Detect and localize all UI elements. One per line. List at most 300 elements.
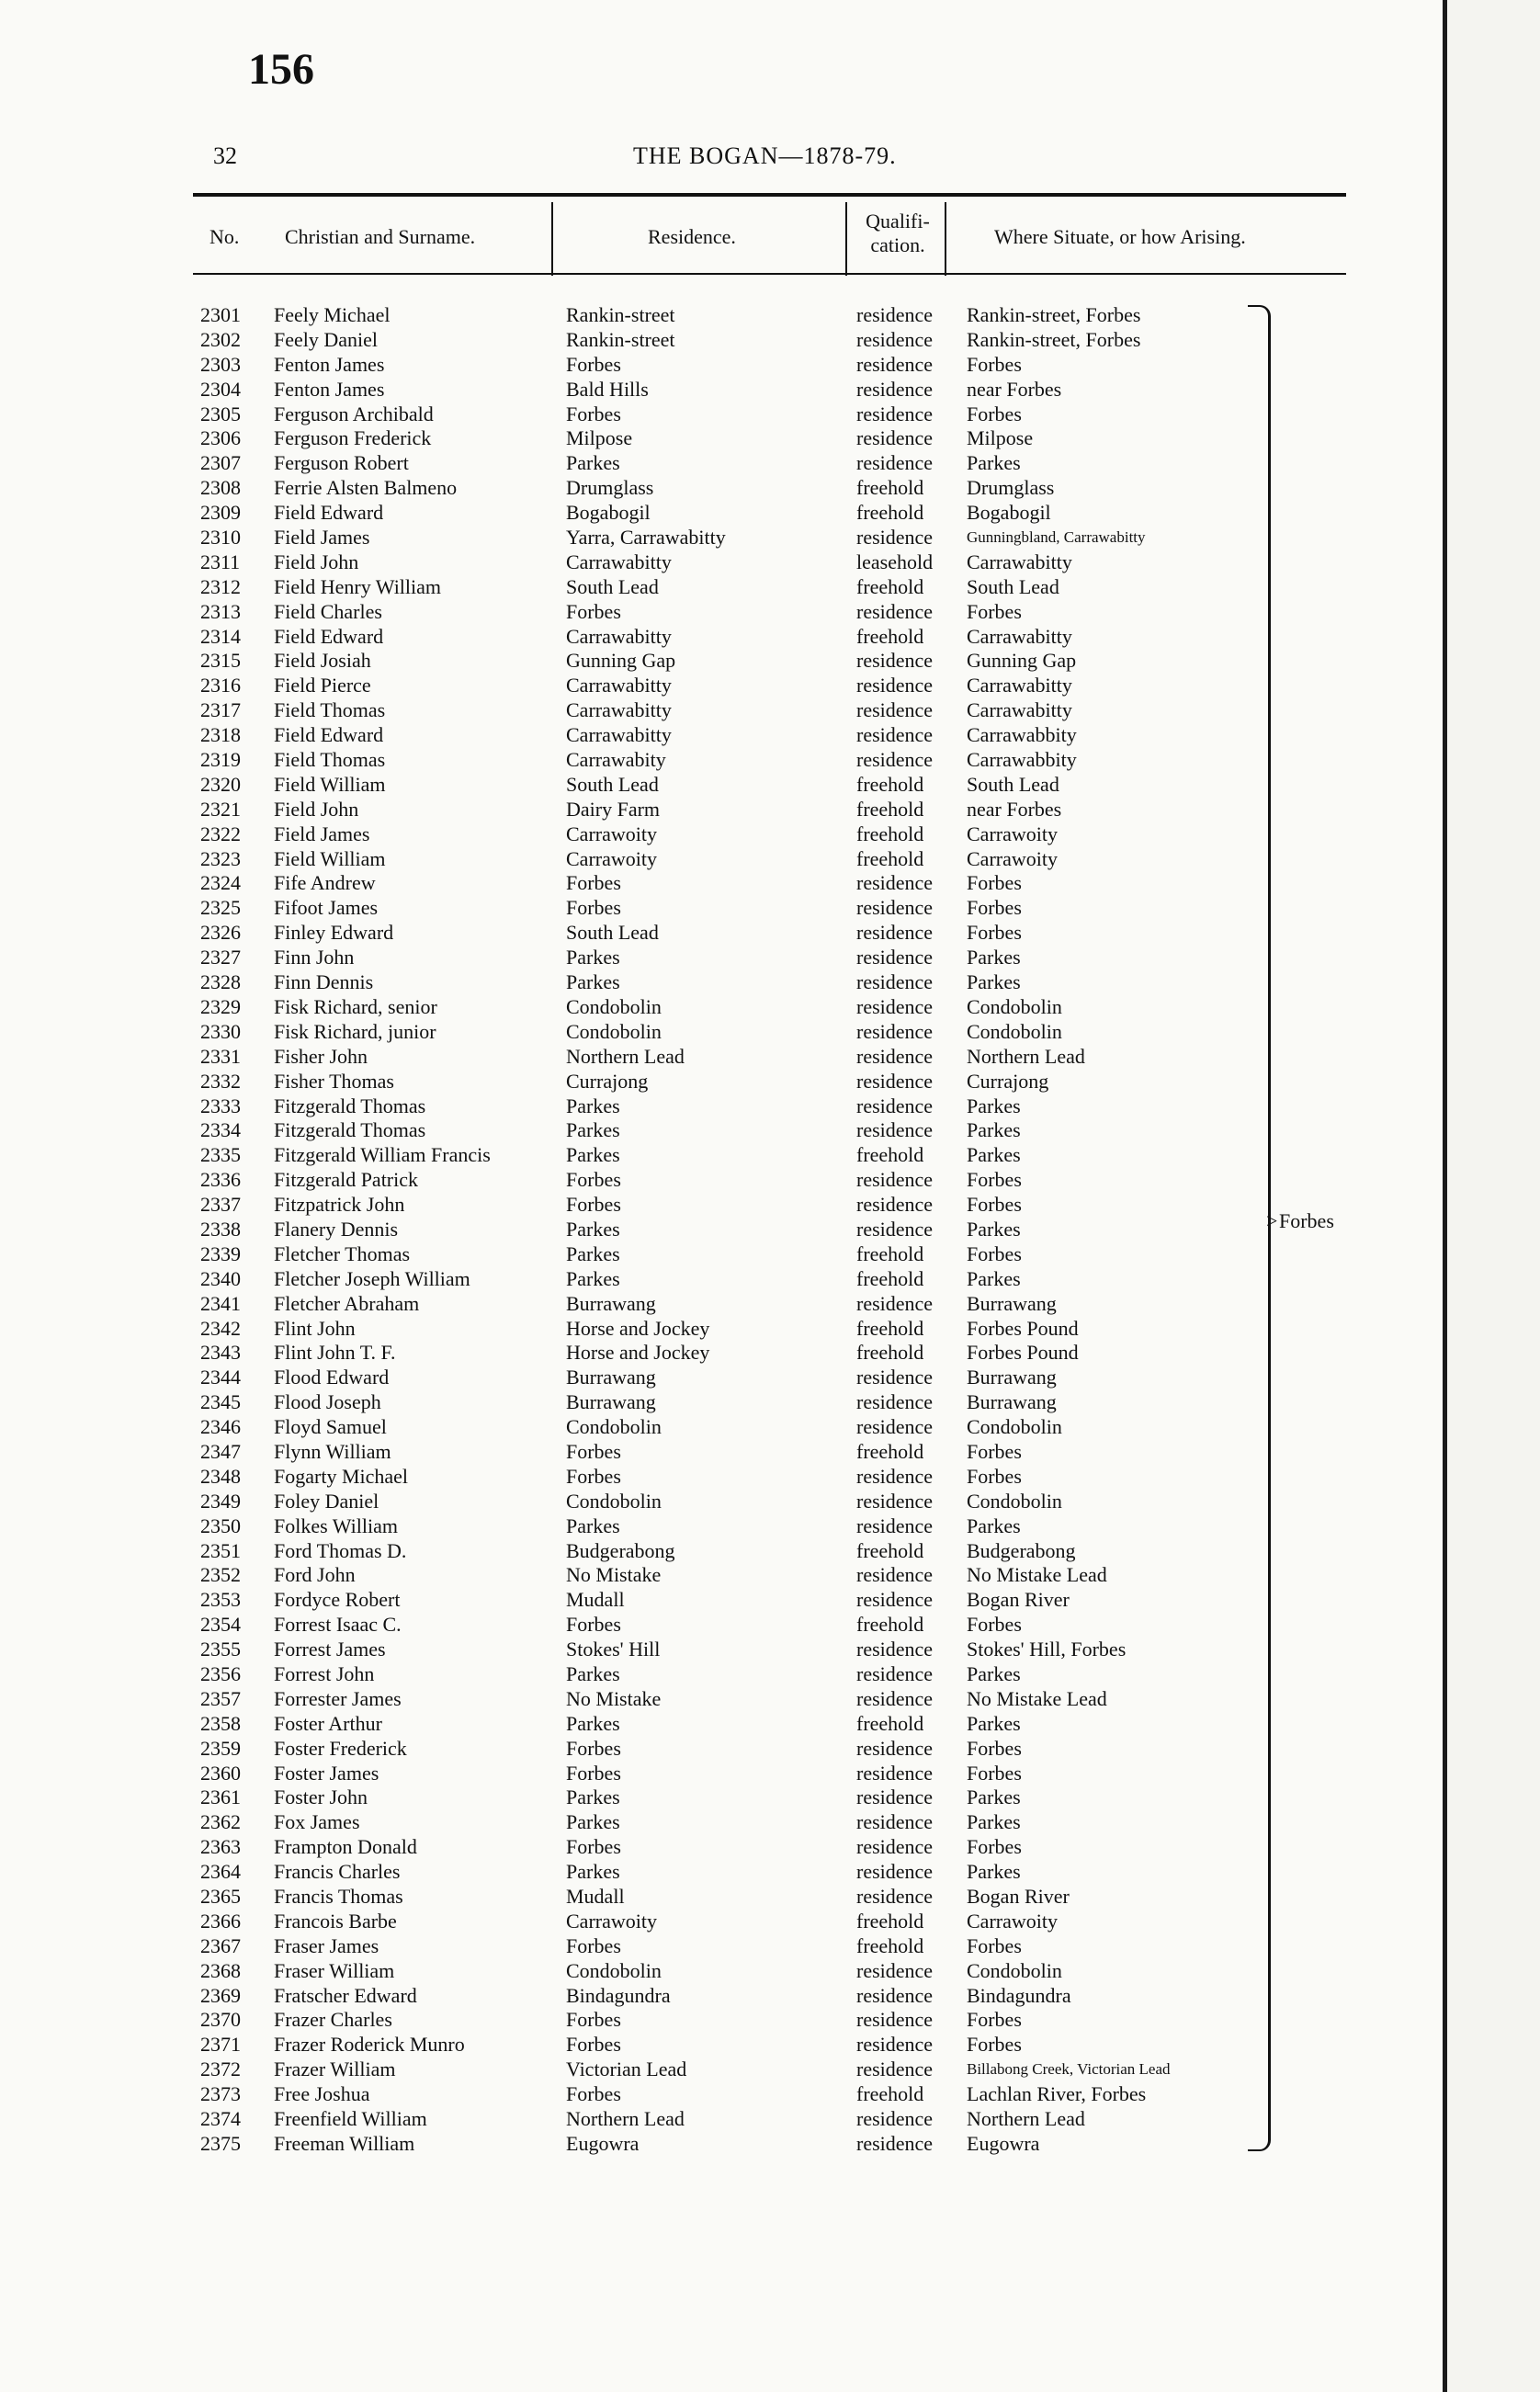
elector-residence: Parkes	[566, 1785, 620, 1809]
elector-where-situate: Bogan River	[967, 1885, 1070, 1908]
table-row	[0, 1465, 1443, 1490]
table-row	[0, 2082, 1443, 2107]
elector-where-situate: Forbes	[967, 1464, 1022, 1488]
elector-name: Forrest James	[274, 1638, 386, 1661]
elector-qualification: residence	[856, 402, 934, 425]
table-row	[0, 353, 1443, 378]
elector-name: Fisk Richard, senior	[274, 994, 437, 1018]
table-row	[0, 649, 1443, 674]
table-row	[0, 847, 1443, 872]
elector-number: 2370	[200, 2008, 241, 2032]
elector-name: Fisher Thomas	[274, 1069, 394, 1093]
elector-name: Finn Dennis	[274, 970, 374, 994]
elector-residence: Budgerabong	[566, 1538, 675, 1562]
elector-qualification: freehold	[856, 1316, 924, 1340]
elector-name: Field Thomas	[274, 748, 386, 772]
elector-where-situate: Parkes	[967, 1217, 1021, 1241]
elector-residence: Parkes	[566, 1661, 620, 1685]
elector-number: 2319	[200, 748, 241, 772]
table-row	[0, 2107, 1443, 2132]
table-row	[0, 451, 1443, 476]
elector-where-situate: Burrawang	[967, 1390, 1057, 1414]
elector-number: 2320	[200, 772, 241, 796]
elector-residence: Forbes	[566, 1835, 621, 1859]
elector-qualification: freehold	[856, 1266, 924, 1290]
elector-qualification: residence	[856, 1193, 934, 1217]
elector-where-situate: Forbes	[967, 1736, 1022, 1760]
elector-where-situate: Parkes	[967, 1118, 1021, 1142]
elector-residence: Dairy Farm	[566, 797, 661, 821]
elector-name: Frazer Roderick Munro	[274, 2033, 465, 2057]
table-row	[0, 822, 1443, 847]
elector-name: Fenton James	[274, 352, 385, 376]
elector-number: 2306	[200, 426, 241, 450]
elector-name: Forrest Isaac C.	[274, 1613, 402, 1637]
elector-where-situate: Forbes	[967, 2008, 1022, 2032]
elector-where-situate: Parkes	[967, 1094, 1021, 1117]
elector-where-situate: Forbes	[967, 599, 1022, 623]
elector-qualification: freehold	[856, 846, 924, 870]
elector-number: 2317	[200, 698, 241, 722]
table-row	[0, 674, 1443, 698]
elector-number: 2337	[200, 1193, 241, 1217]
elector-number: 2338	[200, 1217, 241, 1241]
elector-qualification: residence	[856, 1291, 934, 1315]
elector-where-situate: Parkes	[967, 1266, 1021, 1290]
table-row	[0, 2132, 1443, 2157]
elector-residence: Forbes	[566, 2033, 621, 2057]
elector-number: 2308	[200, 476, 241, 500]
elector-qualification: residence	[856, 2131, 934, 2155]
header-name: Christian and Surname.	[285, 225, 476, 248]
elector-residence: Condobolin	[566, 1019, 662, 1043]
elector-qualification: residence	[856, 1983, 934, 2007]
elector-name: Fordyce Robert	[274, 1588, 401, 1612]
elector-residence: Carrawabity	[566, 748, 666, 772]
table-row	[0, 970, 1443, 995]
elector-residence: Parkes	[566, 451, 620, 475]
table-row	[0, 303, 1443, 328]
elector-qualification: residence	[856, 1885, 934, 1908]
elector-where-situate: Condobolin	[967, 1489, 1062, 1513]
elector-where-situate: Gunning Gap	[967, 649, 1077, 673]
table-row	[0, 1959, 1443, 1984]
elector-number: 2309	[200, 501, 241, 525]
table-row	[0, 1118, 1443, 1143]
table-row	[0, 723, 1443, 748]
elector-residence: Carrawabitty	[566, 624, 672, 648]
elector-where-situate: Condobolin	[967, 1415, 1062, 1439]
elector-number: 2367	[200, 1933, 241, 1957]
elector-where-situate: Eugowra	[967, 2131, 1040, 2155]
table-row	[0, 1415, 1443, 1440]
elector-where-situate: Rankin-street, Forbes	[967, 303, 1141, 326]
elector-number: 2328	[200, 970, 241, 994]
elector-number: 2332	[200, 1069, 241, 1093]
table-row	[0, 526, 1443, 550]
elector-name: Ferguson Archibald	[274, 402, 434, 425]
elector-qualification: residence	[856, 1810, 934, 1834]
elector-where-situate: Parkes	[967, 1513, 1021, 1537]
table-row	[0, 871, 1443, 896]
elector-where-situate: Carrawabitty	[967, 550, 1072, 573]
elector-qualification: residence	[856, 1489, 934, 1513]
elector-residence: Parkes	[566, 1217, 620, 1241]
elector-where-situate: Carrawabitty	[967, 674, 1072, 697]
elector-name: Francis Thomas	[274, 1885, 403, 1908]
elector-name: Field William	[274, 846, 386, 870]
elector-where-situate: Forbes	[967, 402, 1022, 425]
elector-number: 2356	[200, 1661, 241, 1685]
elector-residence: Forbes	[566, 1193, 621, 1217]
table-row	[0, 921, 1443, 946]
elector-qualification: residence	[856, 970, 934, 994]
table-row	[0, 1218, 1443, 1242]
elector-residence: No Mistake	[566, 1563, 662, 1587]
elector-number: 2375	[200, 2131, 241, 2155]
elector-where-situate: Parkes	[967, 946, 1021, 969]
column-divider	[551, 202, 553, 276]
elector-name: Fraser James	[274, 1933, 379, 1957]
elector-name: Field William	[274, 772, 386, 796]
elector-number: 2344	[200, 1366, 241, 1389]
elector-name: Field James	[274, 526, 370, 550]
elector-name: Forrest John	[274, 1661, 375, 1685]
elector-name: Forrester James	[274, 1686, 402, 1710]
elector-residence: Bindagundra	[566, 1983, 671, 2007]
elector-number: 2312	[200, 574, 241, 598]
elector-number: 2345	[200, 1390, 241, 1414]
elector-residence: Forbes	[566, 896, 621, 920]
folio-number: 32	[213, 142, 237, 169]
elector-number: 2326	[200, 921, 241, 945]
elector-where-situate: Stokes' Hill, Forbes	[967, 1638, 1127, 1661]
table-row	[0, 1514, 1443, 1539]
table-row	[0, 1168, 1443, 1193]
elector-residence: Forbes	[566, 1736, 621, 1760]
elector-name: Fenton James	[274, 377, 385, 401]
elector-where-situate: Carrawabitty	[967, 624, 1072, 648]
elector-qualification: freehold	[856, 797, 924, 821]
elector-qualification: freehold	[856, 2082, 924, 2106]
elector-where-situate: Burrawang	[967, 1291, 1057, 1315]
elector-residence: Forbes	[566, 871, 621, 895]
table-row	[0, 1860, 1443, 1885]
elector-name: Ferrie Alsten Balmeno	[274, 476, 458, 500]
elector-residence: Parkes	[566, 1860, 620, 1884]
elector-name: Fletcher Abraham	[274, 1291, 420, 1315]
table-row	[0, 1712, 1443, 1737]
elector-qualification: residence	[856, 1761, 934, 1785]
elector-number: 2364	[200, 1860, 241, 1884]
elector-name: Fife Andrew	[274, 871, 376, 895]
table-row	[0, 1193, 1443, 1218]
table-row	[0, 550, 1443, 575]
elector-qualification: residence	[856, 2107, 934, 2131]
table-row	[0, 426, 1443, 451]
elector-where-situate: South Lead	[967, 772, 1059, 796]
elector-name: Fogarty Michael	[274, 1464, 409, 1488]
elector-qualification: residence	[856, 1513, 934, 1537]
elector-name: Field John	[274, 550, 359, 573]
elector-qualification: residence	[856, 1415, 934, 1439]
adjacent-page-edge	[1447, 0, 1540, 2392]
elector-number: 2372	[200, 2058, 241, 2081]
elector-qualification: residence	[856, 1019, 934, 1043]
elector-qualification: residence	[856, 2033, 934, 2057]
elector-qualification: freehold	[856, 822, 924, 845]
elector-qualification: freehold	[856, 772, 924, 796]
elector-number: 2369	[200, 1983, 241, 2007]
elector-residence: Northern Lead	[566, 2107, 685, 2131]
elector-residence: Parkes	[566, 970, 620, 994]
elector-residence: Rankin-street	[566, 327, 675, 351]
elector-number: 2349	[200, 1489, 241, 1513]
elector-number: 2373	[200, 2082, 241, 2106]
table-row	[0, 748, 1443, 773]
table-row	[0, 378, 1443, 402]
elector-number: 2360	[200, 1761, 241, 1785]
elector-residence: Parkes	[566, 1711, 620, 1735]
elector-where-situate: Carrawabbity	[967, 748, 1077, 772]
elector-qualification: residence	[856, 599, 934, 623]
elector-where-situate: Carrawoity	[967, 846, 1058, 870]
table-row	[0, 600, 1443, 625]
elector-number: 2374	[200, 2107, 241, 2131]
elector-qualification: residence	[856, 946, 934, 969]
table-row	[0, 2008, 1443, 2033]
elector-residence: Forbes	[566, 1439, 621, 1463]
elector-name: Fitzpatrick John	[274, 1193, 405, 1217]
table-row	[0, 1020, 1443, 1045]
elector-residence: Forbes	[566, 1168, 621, 1192]
elector-where-situate: Condobolin	[967, 994, 1062, 1018]
elector-residence: South Lead	[566, 574, 659, 598]
elector-name: Flint John	[274, 1316, 356, 1340]
elector-qualification: residence	[856, 1736, 934, 1760]
table-row	[0, 2033, 1443, 2058]
elector-qualification: residence	[856, 1366, 934, 1389]
elector-where-situate: Carrawabbity	[967, 723, 1077, 747]
elector-name: Fratscher Edward	[274, 1983, 417, 2007]
elector-qualification: residence	[856, 1390, 934, 1414]
elector-number: 2330	[200, 1019, 241, 1043]
elector-number: 2322	[200, 822, 241, 845]
elector-name: Francois Barbe	[274, 1909, 397, 1933]
table-row	[0, 328, 1443, 353]
elector-qualification: residence	[856, 1686, 934, 1710]
elector-where-situate: Burrawang	[967, 1366, 1057, 1389]
elector-residence: Forbes	[566, 1761, 621, 1785]
table-row	[0, 1835, 1443, 1860]
column-divider	[945, 202, 946, 276]
elector-where-situate: Parkes	[967, 1661, 1021, 1685]
elector-number: 2307	[200, 451, 241, 475]
elector-number: 2351	[200, 1538, 241, 1562]
header-no: No.	[209, 225, 240, 248]
elector-residence: Horse and Jockey	[566, 1316, 710, 1340]
elector-where-situate: Forbes	[967, 2033, 1022, 2057]
elector-residence: Milpose	[566, 426, 633, 450]
elector-residence: Forbes	[566, 402, 621, 425]
elector-name: Freenfield William	[274, 2107, 427, 2131]
elector-residence: Victorian Lead	[566, 2058, 687, 2081]
elector-qualification: freehold	[856, 476, 924, 500]
table-row	[0, 1094, 1443, 1119]
table-row	[0, 1934, 1443, 1959]
elector-qualification: residence	[856, 1094, 934, 1117]
elector-qualification: freehold	[856, 1143, 924, 1167]
header-top-rule	[193, 193, 1346, 197]
elector-where-situate: Northern Lead	[967, 1044, 1085, 1068]
table-row	[0, 625, 1443, 650]
elector-qualification: residence	[856, 1464, 934, 1488]
elector-qualification: residence	[856, 1638, 934, 1661]
elector-number: 2324	[200, 871, 241, 895]
elector-residence: Parkes	[566, 1513, 620, 1537]
elector-name: Ford John	[274, 1563, 356, 1587]
elector-name: Floyd Samuel	[274, 1415, 387, 1439]
elector-number: 2311	[200, 550, 241, 573]
elector-number: 2314	[200, 624, 241, 648]
elector-name: Foley Daniel	[274, 1489, 379, 1513]
elector-name: Field Henry William	[274, 574, 442, 598]
table-row	[0, 1440, 1443, 1465]
table-row	[0, 1737, 1443, 1762]
elector-residence: Drumglass	[566, 476, 654, 500]
elector-residence: Forbes	[566, 2008, 621, 2032]
elector-name: Field Thomas	[274, 698, 386, 722]
elector-qualification: leasehold	[856, 550, 934, 573]
elector-where-situate: Forbes	[967, 1168, 1022, 1192]
elector-name: Foster Frederick	[274, 1736, 407, 1760]
elector-number: 2346	[200, 1415, 241, 1439]
elector-where-situate: Parkes	[967, 1785, 1021, 1809]
elector-name: Fitzgerald Patrick	[274, 1168, 419, 1192]
elector-name: Ford Thomas D.	[274, 1538, 407, 1562]
elector-number: 2361	[200, 1785, 241, 1809]
elector-qualification: residence	[856, 1118, 934, 1142]
elector-name: Fletcher Thomas	[274, 1241, 411, 1265]
elector-name: Frampton Donald	[274, 1835, 417, 1859]
elector-name: Field James	[274, 822, 370, 845]
table-row	[0, 1390, 1443, 1415]
elector-name: Frazer William	[274, 2058, 396, 2081]
elector-residence: Carrawoity	[566, 846, 657, 870]
table-row	[0, 1292, 1443, 1317]
header-residence: Residence.	[648, 225, 736, 248]
elector-name: Flynn William	[274, 1439, 391, 1463]
elector-name: Flint John T. F.	[274, 1341, 396, 1365]
elector-number: 2315	[200, 649, 241, 673]
elector-name: Field Edward	[274, 723, 384, 747]
elector-qualification: residence	[856, 352, 934, 376]
elector-number: 2329	[200, 994, 241, 1018]
elector-number: 2323	[200, 846, 241, 870]
elector-qualification: freehold	[856, 1711, 924, 1735]
elector-qualification: residence	[856, 994, 934, 1018]
elector-number: 2342	[200, 1316, 241, 1340]
elector-qualification: residence	[856, 526, 934, 550]
elector-where-situate: Forbes	[967, 1761, 1022, 1785]
table-row	[0, 1910, 1443, 1934]
elector-qualification: residence	[856, 303, 934, 326]
polling-place-label: Forbes	[1279, 1209, 1334, 1232]
elector-residence: Parkes	[566, 946, 620, 969]
elector-residence: Northern Lead	[566, 1044, 685, 1068]
elector-name: Fifoot James	[274, 896, 379, 920]
elector-where-situate: Parkes	[967, 1860, 1021, 1884]
elector-qualification: freehold	[856, 501, 924, 525]
elector-residence: Burrawang	[566, 1366, 656, 1389]
elector-name: Finley Edward	[274, 921, 394, 945]
header-qualification: Qualifi-cation.	[866, 210, 930, 256]
elector-qualification: residence	[856, 698, 934, 722]
elector-residence: Parkes	[566, 1241, 620, 1265]
elector-where-situate: Gunningbland, Carrawabitty	[967, 528, 1146, 547]
elector-qualification: residence	[856, 426, 934, 450]
elector-name: Foster James	[274, 1761, 379, 1785]
elector-where-situate: Forbes	[967, 871, 1022, 895]
elector-residence: Forbes	[566, 1464, 621, 1488]
elector-qualification: residence	[856, 2008, 934, 2032]
table-row	[0, 798, 1443, 822]
table-row	[0, 1588, 1443, 1613]
elector-qualification: freehold	[856, 574, 924, 598]
elector-qualification: freehold	[856, 1341, 924, 1365]
elector-number: 2301	[200, 303, 241, 326]
elector-qualification: residence	[856, 1044, 934, 1068]
elector-number: 2357	[200, 1686, 241, 1710]
elector-residence: Condobolin	[566, 994, 662, 1018]
elector-qualification: residence	[856, 377, 934, 401]
elector-number: 2352	[200, 1563, 241, 1587]
elector-residence: Mudall	[566, 1885, 625, 1908]
elector-residence: Parkes	[566, 1118, 620, 1142]
elector-where-situate: near Forbes	[967, 797, 1062, 821]
elector-where-situate: Parkes	[967, 1810, 1021, 1834]
elector-qualification: freehold	[856, 1909, 924, 1933]
elector-name: Francis Charles	[274, 1860, 401, 1884]
elector-name: Feely Daniel	[274, 327, 379, 351]
table-row	[0, 698, 1443, 723]
table-row	[0, 1366, 1443, 1390]
elector-name: Foster Arthur	[274, 1711, 382, 1735]
table-row	[0, 896, 1443, 921]
elector-name: Free Joshua	[274, 2082, 370, 2106]
elector-residence: Forbes	[566, 352, 621, 376]
elector-residence: Carrawoity	[566, 822, 657, 845]
elector-number: 2318	[200, 723, 241, 747]
elector-name: Ferguson Robert	[274, 451, 409, 475]
header-where: Where Situate, or how Arising.	[994, 225, 1246, 248]
elector-number: 2371	[200, 2033, 241, 2057]
elector-name: Fraser William	[274, 1958, 395, 1982]
table-row	[0, 1662, 1443, 1687]
elector-where-situate: Forbes	[967, 1241, 1022, 1265]
elector-where-situate: Forbes	[967, 1933, 1022, 1957]
elector-residence: Burrawang	[566, 1390, 656, 1414]
elector-number: 2331	[200, 1044, 241, 1068]
elector-where-situate: Forbes	[967, 1439, 1022, 1463]
elector-number: 2303	[200, 352, 241, 376]
table-row	[0, 1490, 1443, 1514]
table-row	[0, 1687, 1443, 1712]
elector-where-situate: Carrawoity	[967, 822, 1058, 845]
table-row	[0, 1984, 1443, 2009]
table-row	[0, 995, 1443, 1020]
elector-where-situate: near Forbes	[967, 377, 1062, 401]
